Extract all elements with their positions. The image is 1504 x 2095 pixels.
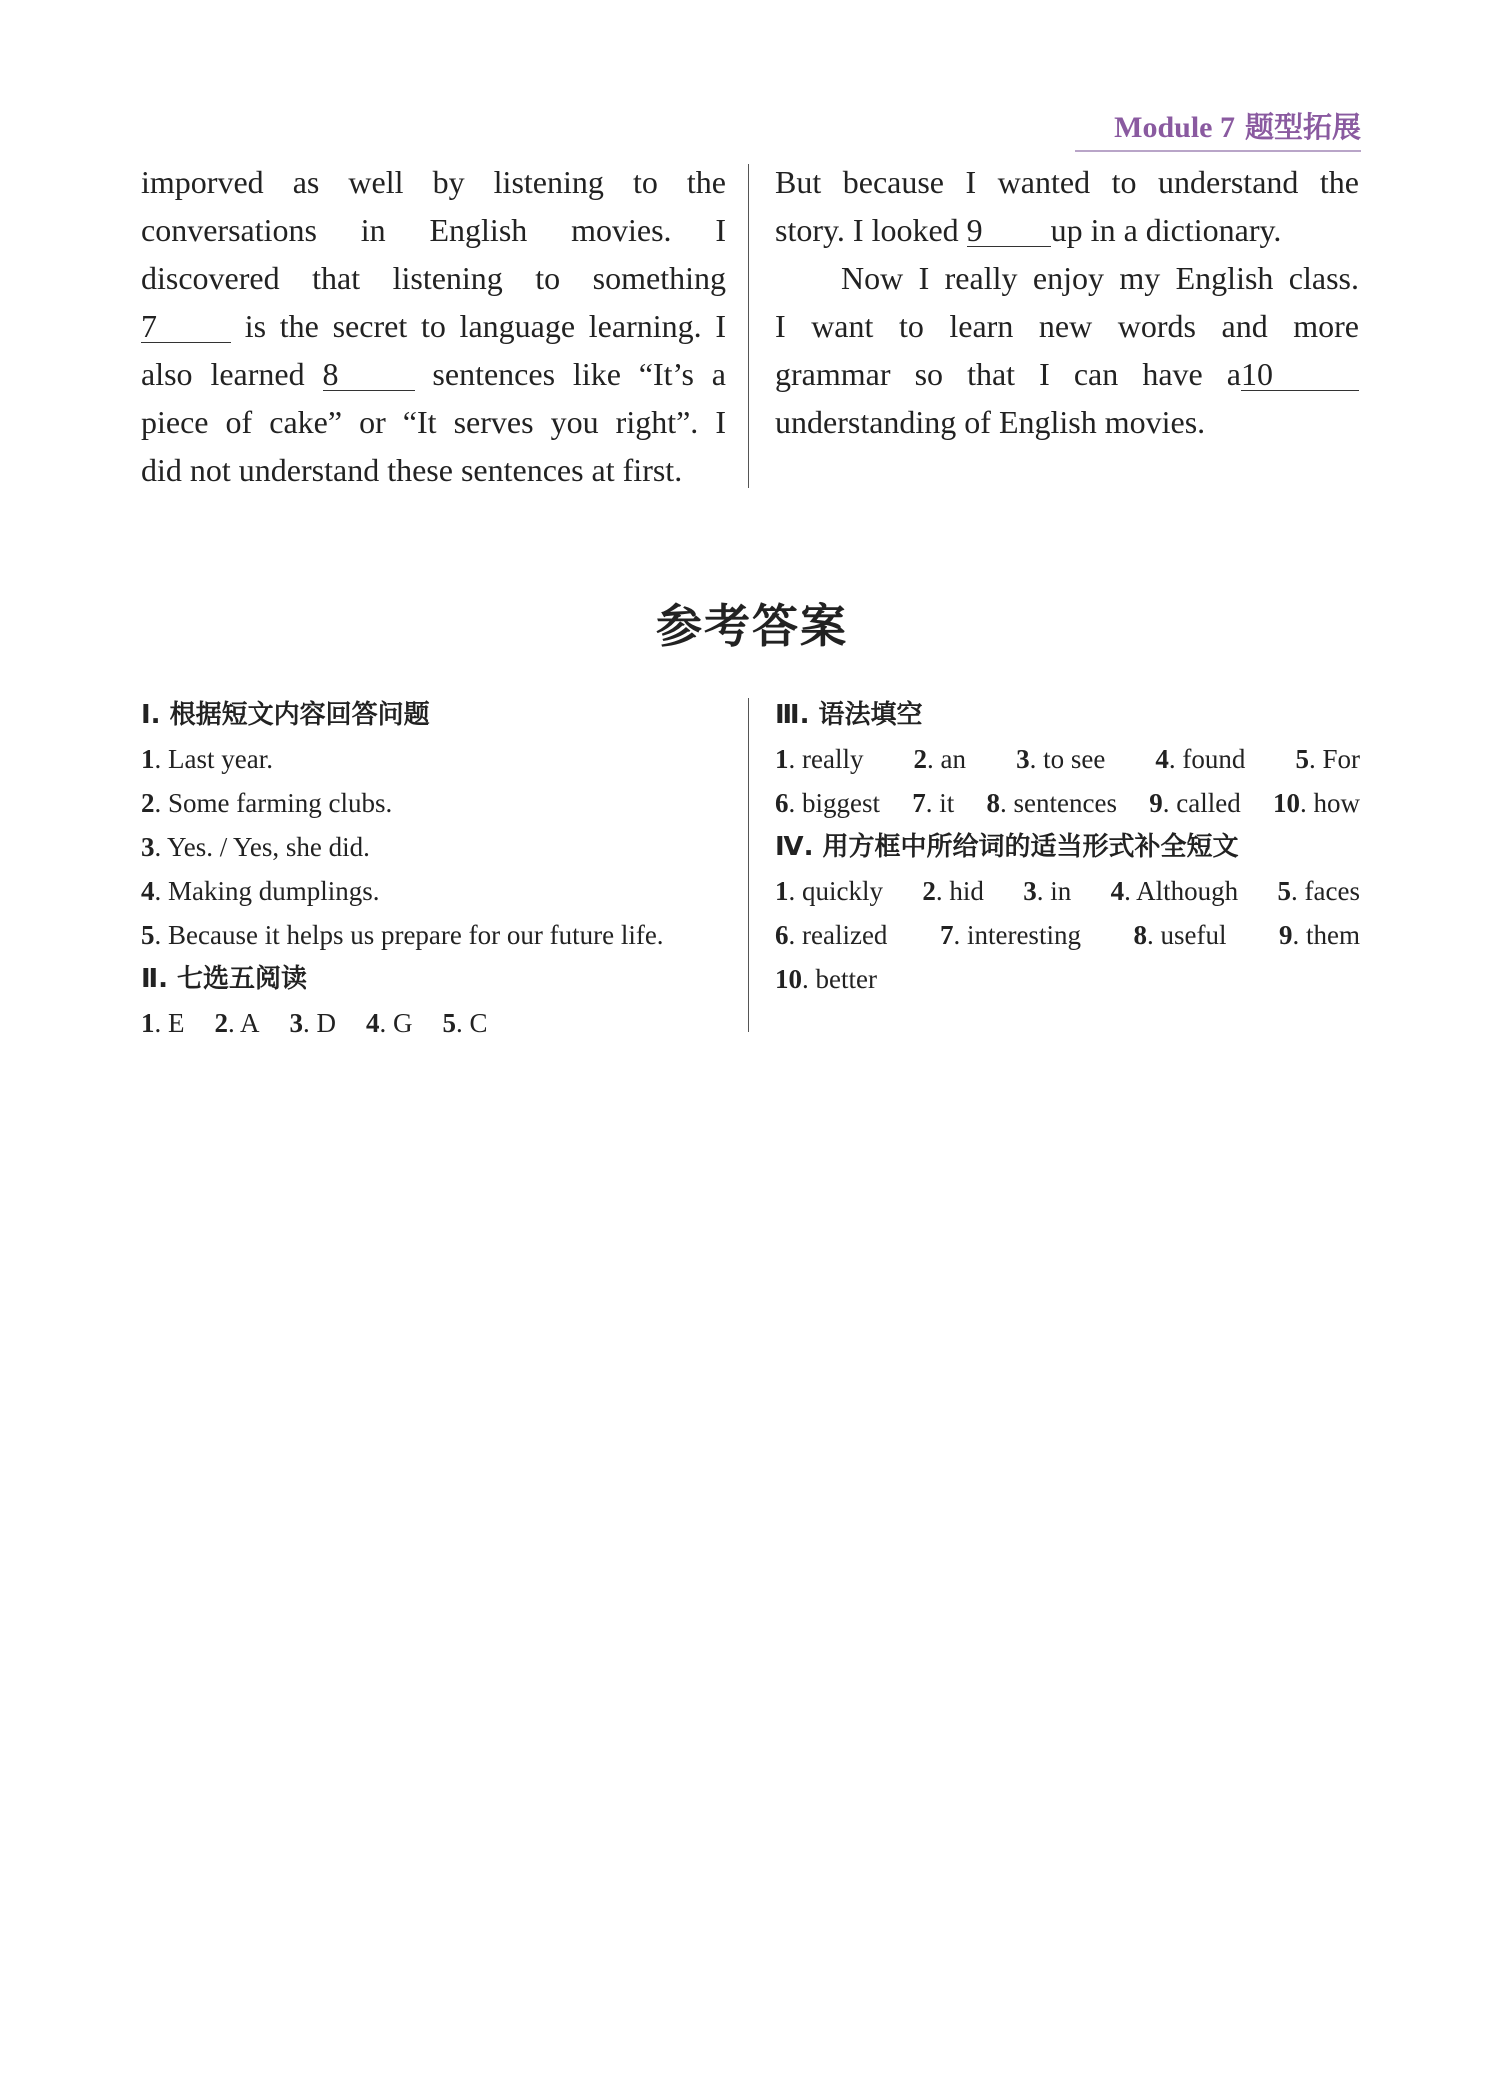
answer-item: 9. called xyxy=(1149,788,1241,818)
passage-right-column xyxy=(775,158,1359,446)
answer-item: 7. interesting xyxy=(939,920,1081,950)
passage-line: Now I really enjoy my English class. xyxy=(841,260,1359,296)
column-divider xyxy=(748,164,749,488)
answer-row xyxy=(775,869,1360,913)
passage-line xyxy=(141,302,726,350)
answer-item: 2. A xyxy=(214,1008,260,1038)
passage-left-column xyxy=(141,158,726,494)
section-2-title: Ⅱ. 七选五阅读 xyxy=(141,964,308,994)
passage-line: discovered that listening to something xyxy=(141,260,726,296)
blank-8: 8 xyxy=(323,358,415,391)
answers-left-column xyxy=(141,693,731,1045)
answer-row xyxy=(775,737,1360,781)
answer-item: 9. them xyxy=(1279,920,1360,950)
answer-item: 6. realized xyxy=(775,920,888,950)
column-divider xyxy=(748,698,749,1032)
answer-item: 5. Because it helps us prepare for our future life. xyxy=(141,920,664,950)
passage-line: imporved as well by listening to the xyxy=(141,164,726,200)
answer-item: 1. Last year. xyxy=(141,744,273,774)
line-text: is the secret to language learning. I xyxy=(231,308,726,344)
answer-item: 3. Yes. / Yes, she did. xyxy=(141,832,370,862)
answer-item: 3. to see xyxy=(1016,744,1106,774)
answer-item: 8. sentences xyxy=(986,788,1117,818)
answer-item: 1. really xyxy=(775,744,864,774)
line-text: sentences like “It’s a xyxy=(414,356,727,392)
answer-item: 2. Some farming clubs. xyxy=(141,788,393,818)
passage-line: did not understand these sentences at first. xyxy=(141,452,683,488)
answer-item: 3. D xyxy=(289,1008,337,1038)
answer-row xyxy=(775,957,1360,1001)
answer-item: 4. Making dumplings. xyxy=(141,876,380,906)
passage-line: understanding of English movies. xyxy=(775,404,1206,440)
answers-title: 参考答案 xyxy=(656,599,848,653)
module-label: Module 7 xyxy=(1114,111,1235,144)
answer-item: 5. For xyxy=(1295,744,1360,774)
passage-line: But because I wanted to understand the xyxy=(775,164,1359,200)
answer-item: 7. it xyxy=(912,788,955,818)
answer-row xyxy=(141,1001,731,1045)
answer-item: 5. C xyxy=(442,1008,488,1038)
passage-line: piece of cake” or “It serves you right”. I xyxy=(141,404,726,440)
line-text: also learned xyxy=(141,356,323,392)
answer-item: 4. Although xyxy=(1110,876,1239,906)
line-text: up in a dictionary. xyxy=(1050,212,1282,248)
answer-row xyxy=(775,781,1360,825)
page-header xyxy=(1075,104,1361,152)
answer-item: 5. faces xyxy=(1277,876,1360,906)
section-label: 题型拓展 xyxy=(1244,110,1361,144)
answer-item: 2. an xyxy=(913,744,967,774)
answer-item: 6. biggest xyxy=(775,788,880,818)
answer-item: 4. G xyxy=(366,1008,413,1038)
passage-line: conversations in English movies. I xyxy=(141,212,726,248)
answers-right-column xyxy=(775,693,1360,1001)
line-text: grammar so that I can have a xyxy=(775,356,1241,392)
passage-line xyxy=(775,350,1359,398)
section-1-title: Ⅰ. 根据短文内容回答问题 xyxy=(141,700,430,730)
blank-10: 10 xyxy=(1241,358,1359,391)
answer-row xyxy=(775,913,1360,957)
answer-item: 8. useful xyxy=(1133,920,1227,950)
section-3-title: Ⅲ. 语法填空 xyxy=(775,700,923,730)
passage-line: I want to learn new words and more xyxy=(775,308,1359,344)
blank-7: 7 xyxy=(141,310,231,343)
passage-line xyxy=(775,206,1359,254)
section-4-title: Ⅳ. 用方框中所给词的适当形式补全短文 xyxy=(775,832,1239,862)
answer-item: 10. how xyxy=(1273,788,1360,818)
blank-9: 9 xyxy=(967,214,1051,247)
answer-item: 4. found xyxy=(1155,744,1246,774)
line-text: story. I looked xyxy=(775,212,967,248)
passage-line xyxy=(141,350,726,398)
answer-item: 1. quickly xyxy=(775,876,883,906)
answer-item: 10. better xyxy=(775,964,877,994)
answer-item: 1. E xyxy=(141,1008,185,1038)
answer-item: 3. in xyxy=(1023,876,1072,906)
answer-item: 2. hid xyxy=(922,876,984,906)
